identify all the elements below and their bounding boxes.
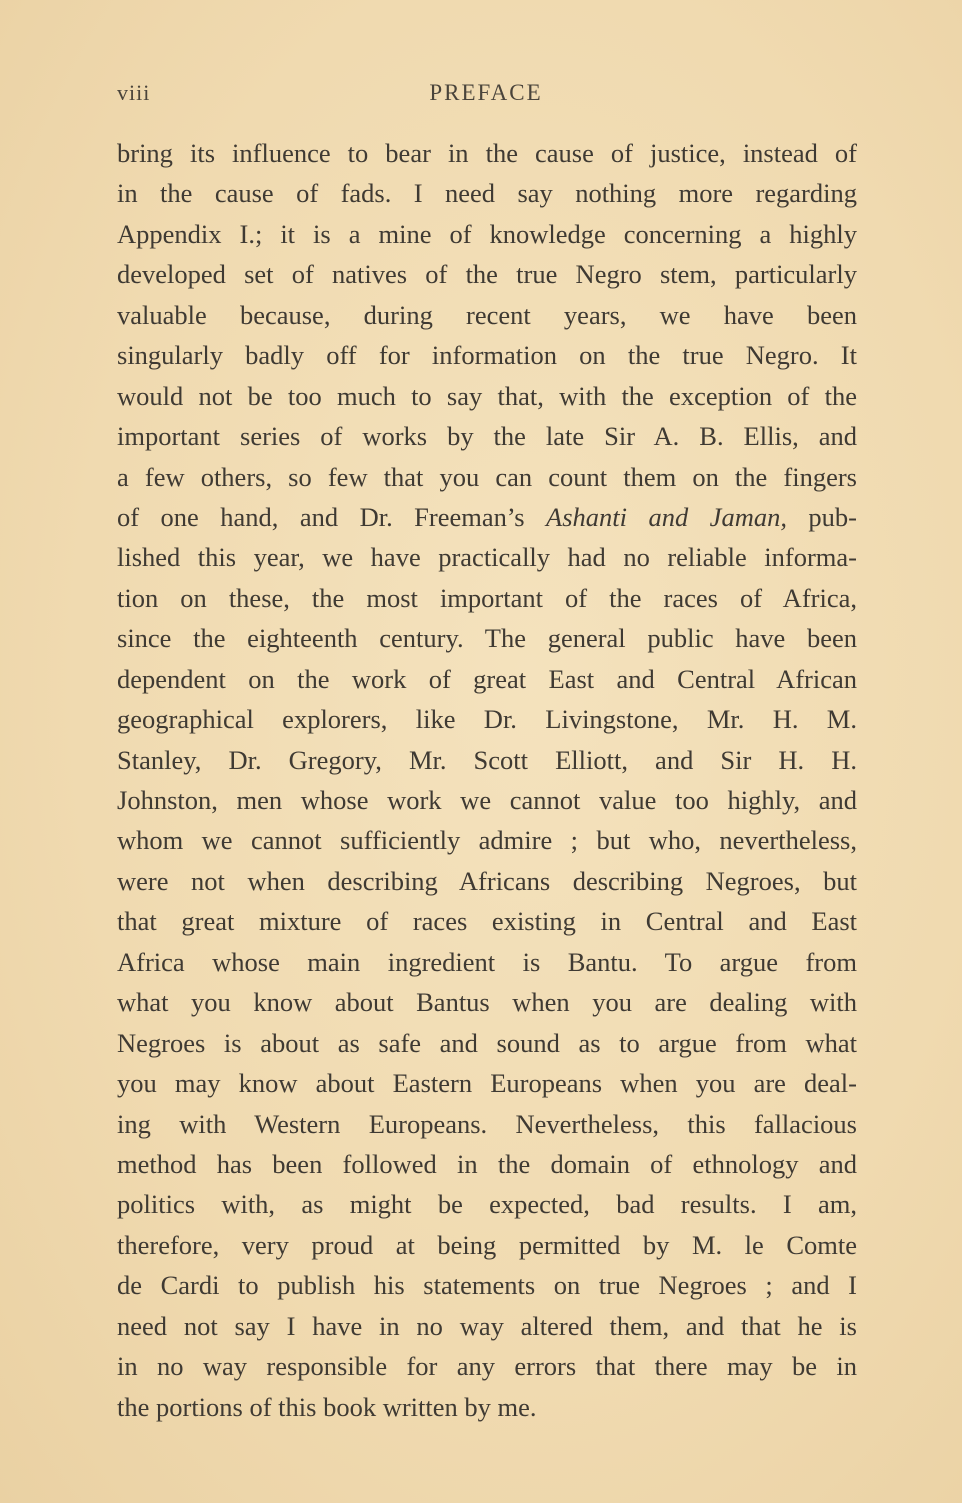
text-line: whom we cannot sufficiently admire ; but who, nevertheless, [117, 825, 857, 856]
text-line: method has been followed in the domain of ethnology and [117, 1148, 857, 1179]
text-line: Stanley, Dr. Gregory, Mr. Scott Elliott, and Sir H. H. [117, 744, 857, 775]
text-line-with-title [117, 497, 857, 537]
body-text [117, 133, 857, 1427]
text-line: since the eighteenth century. The general public have been [117, 623, 857, 654]
text-line: dependent on the work of great East and Central African [117, 663, 857, 694]
text-line: Negroes is about as safe and sound as to argue from what [117, 1027, 857, 1058]
running-head: PREFACE [429, 80, 543, 105]
book-title-italic: Ashanti and Jaman, [546, 501, 787, 532]
text-line: tion on these, the most important of the races of Africa, [117, 582, 857, 613]
text-line-last: the portions of this book written by me. [117, 1391, 537, 1422]
text-line: a few others, so few that you can count them on the fingers [117, 461, 857, 492]
text-line: were not when describing Africans describing Negroes, but [117, 865, 857, 896]
line-segment: of one hand, and Dr. Freeman’s [117, 501, 547, 532]
text-line: would not be too much to say that, with the exception of the [117, 380, 857, 411]
text-line: what you know about Bantus when you are dealing with [117, 987, 857, 1018]
text-line: lished this year, we have practically had no reliable informa- [117, 542, 857, 573]
text-line: that great mixture of races existing in Central and East [117, 906, 857, 937]
text-line: Appendix I.; it is a mine of knowledge concerning a highly [117, 218, 857, 249]
text-line: singularly badly off for information on the true Negro. It [117, 340, 857, 371]
line-segment: pub- [786, 501, 858, 532]
text-line: de Cardi to publish his statements on true Negroes ; and I [117, 1270, 857, 1301]
text-line: you may know about Eastern Europeans when you are deal- [117, 1068, 857, 1099]
text-line: need not say I have in no way altered them, and that he is [117, 1310, 857, 1341]
text-line: developed set of natives of the true Negro stem, particularly [117, 259, 857, 290]
text-line: therefore, very proud at being permitted by M. le Comte [117, 1229, 857, 1260]
text-line: Johnston, men whose work we cannot value too highly, and [117, 785, 857, 815]
text-line: important series of works by the late Sir A. B. Ellis, and [117, 421, 857, 452]
text-line: valuable because, during recent years, we have been [117, 299, 857, 330]
text-line: politics with, as might be expected, bad results. I am, [117, 1189, 857, 1220]
text-line: Africa whose main ingredient is Bantu. To argue from [117, 946, 857, 977]
text-line: bring its influence to bear in the cause of justice, instead of [117, 138, 857, 168]
text-line: geographical explorers, like Dr. Livingstone, Mr. H. M. [117, 704, 857, 735]
page-number: viii [117, 80, 151, 105]
text-line: ing with Western Europeans. Nevertheless, this fallacious [117, 1108, 857, 1139]
text-line: in the cause of fads. I need say nothing more regarding [117, 178, 857, 209]
text-line: in no way responsible for any errors that there may be in [117, 1351, 857, 1382]
